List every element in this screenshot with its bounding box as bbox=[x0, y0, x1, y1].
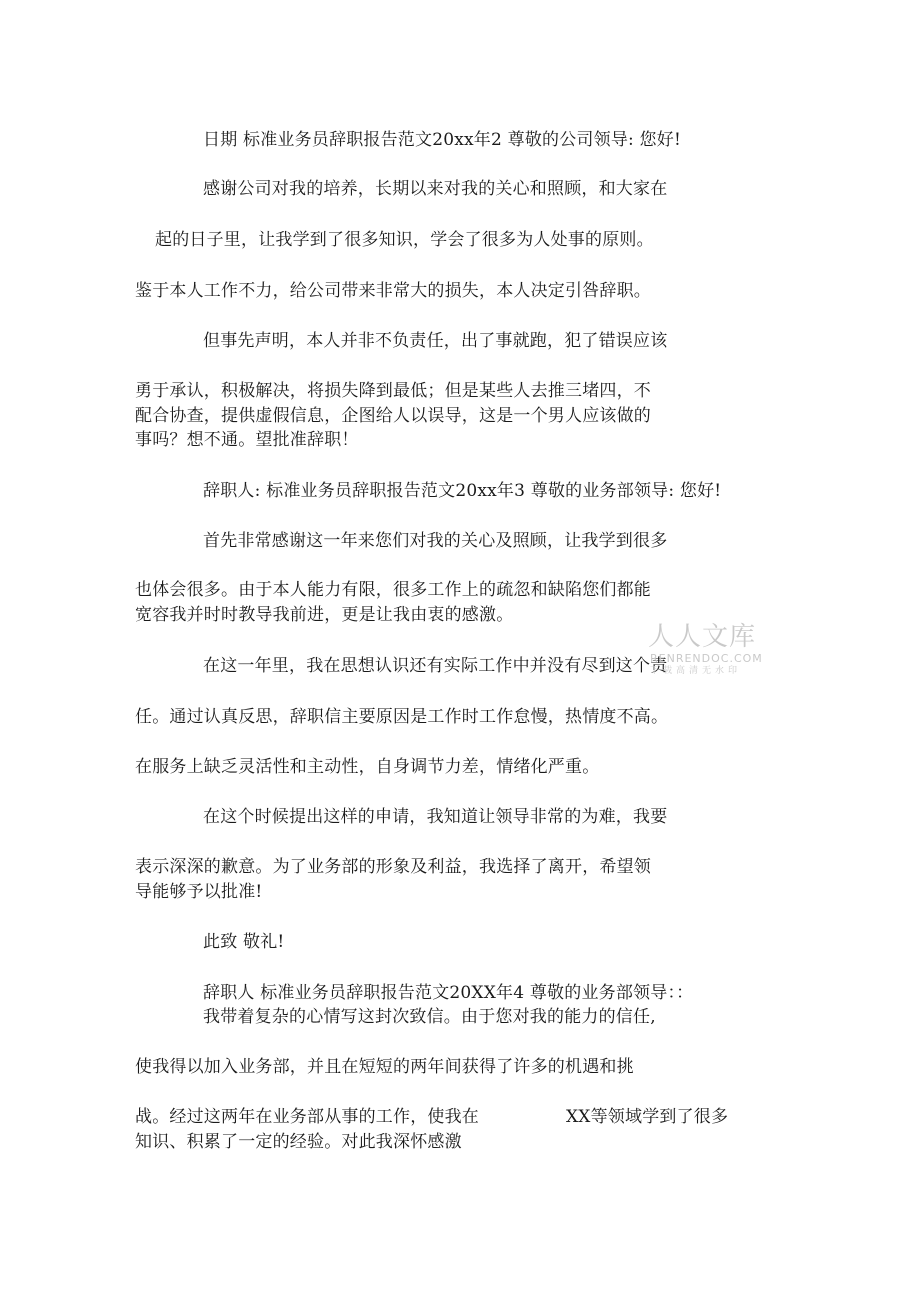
watermark-tagline: 下载高清无水印 bbox=[650, 666, 742, 676]
text-line: 事吗？想不通。望批准辞职！ bbox=[135, 430, 359, 450]
text-line: 起的日子里，让我学到了很多知识，学会了很多为人处事的原则。 bbox=[155, 230, 654, 250]
text-line: 我带着复杂的心情写这封次致信。由于您对我的能力的信任, bbox=[203, 1007, 656, 1027]
text-line: 配合协查，提供虚假信息，企图给人以误导，这是一个男人应该做的 bbox=[135, 406, 651, 426]
text-line: 使我得以加入业务部，并且在短短的两年间获得了许多的机遇和挑 bbox=[135, 1057, 634, 1077]
text-line: XX等领域学到了很多 bbox=[566, 1107, 729, 1127]
text-line: 在这个时候提出这样的申请，我知道让领导非常的为难，我要 bbox=[203, 807, 668, 827]
text-line: 知识、积累了一定的经验。对此我深怀感激 bbox=[135, 1132, 462, 1152]
text-line: 但事先声明，本人并非不负责任，出了事就跑，犯了错误应该 bbox=[203, 331, 668, 351]
text-line: 辞职人 标准业务员辞职报告范文20XX年4 尊敬的业务部领导：： bbox=[203, 983, 694, 1003]
watermark-title: 人人文库 bbox=[648, 622, 757, 652]
text-line: 感谢公司对我的培养，长期以来对我的关心和照顾，和大家在 bbox=[203, 179, 668, 199]
watermark-subtitle: RENRENDOC.COM bbox=[650, 652, 763, 665]
text-line: 辞职人: 标准业务员辞职报告范文20xx年3 尊敬的业务部领导: 您好! bbox=[203, 481, 722, 501]
watermark bbox=[640, 622, 780, 682]
text-line: 鉴于本人工作不力，给公司带来非常大的损失，本人决定引咎辞职。 bbox=[135, 281, 651, 301]
text-line: 任。通过认真反思，辞职信主要原因是工作时工作怠慢，热情度不高。 bbox=[135, 707, 669, 727]
text-line: 此致 敬礼! bbox=[203, 932, 285, 952]
text-line: 在服务上缺乏灵活性和主动性，自身调节力差，情绪化严重。 bbox=[135, 757, 600, 777]
text-line: 导能够予以批准! bbox=[135, 882, 263, 902]
text-line: 日期 标准业务员辞职报告范文20xx年2 尊敬的公司领导: 您好! bbox=[203, 130, 681, 150]
text-line: 在这一年里，我在思想认识还有实际工作中并没有尽到这个责 bbox=[203, 656, 668, 676]
text-line: 战。经过这两年在业务部从事的工作，使我在 bbox=[135, 1107, 479, 1127]
text-line: 勇于承认，积极解决，将损失降到最低；但是某些人去推三堵四，不 bbox=[135, 381, 651, 401]
text-line: 首先非常感谢这一年来您们对我的关心及照顾，让我学到很多 bbox=[203, 531, 668, 551]
text-line: 宽容我并时时教导我前进，更是让我由衷的感激。 bbox=[135, 605, 514, 625]
text-line: 也体会很多。由于本人能力有限，很多工作上的疏忽和缺陷您们都能 bbox=[135, 580, 651, 600]
text-line: 表示深深的歉意。为了业务部的形象及利益，我选择了离开，希望领 bbox=[135, 857, 651, 877]
